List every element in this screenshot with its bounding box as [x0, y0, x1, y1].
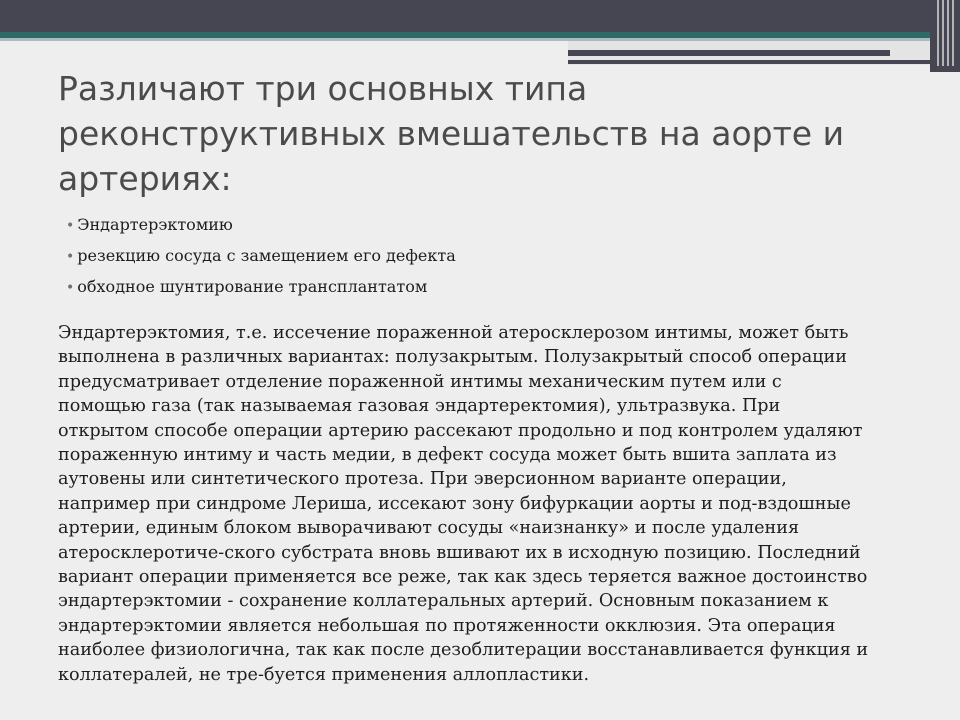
paragraph-line: эндартерэктомии - сохранение коллатеральных артерий. Основным показанием к	[58, 591, 829, 612]
decorative-stripe-lower	[568, 60, 940, 64]
title-line: Различают три основных типа	[58, 69, 588, 108]
paragraph-line: Эндартерэктомия, т.е. иссечение пораженной атеросклерозом интимы, может быть	[58, 323, 849, 343]
paragraph-line: открытом способе операции артерию рассекают продольно и под контролем удаляют	[58, 420, 863, 441]
bullet-label: резекцию сосуда с замещением его дефекта	[77, 246, 456, 265]
paragraph-line: эндартерэктомии является небольшая по протяженности окклюзия. Эта операция	[58, 615, 836, 636]
bullet-label: обходное шунтирование трансплантатом	[77, 277, 428, 296]
bullet-marker: •	[66, 249, 75, 265]
paragraph-line: атеросклеротиче-ского субстрата вновь вшивают их в исходную позицию. Последний	[58, 542, 861, 563]
slide-title	[58, 66, 918, 201]
bullet-item-endarterectomy	[66, 210, 866, 241]
paragraph-line: помощью газа (так называемая газовая эндартеректомия), ультразвука. При	[58, 396, 781, 417]
paragraph-line: аутовены или синтетического протеза. При эверсионном варианте операции,	[58, 469, 787, 490]
bullet-item-resection	[66, 241, 866, 272]
title-line: артериях:	[58, 159, 232, 198]
paragraph-line: наиболее физиологична, так как после дезоблитерации восстанавливается функция и	[58, 640, 869, 661]
paragraph-line: выполнена в различных вариантах: полузакрытым. Полузакрытый способ операции	[58, 347, 847, 368]
corner-lines-decoration	[930, 0, 960, 72]
paragraph-line: предусматривает отделение пораженной интимы механическим путем или с	[58, 371, 782, 392]
paragraph-line: например при синдроме Лериша, иссекают зону бифуркации аорты и под-вздошные	[58, 493, 851, 514]
bullet-list	[66, 210, 866, 303]
decorative-stripe-upper	[568, 50, 890, 56]
paragraph-line: коллатералей, не тре-буется применения аллопластики.	[58, 664, 590, 685]
bullet-marker: •	[66, 218, 75, 234]
paragraph-line: артерии, единым блоком выворачивают сосуды «наизнанку» и после удаления	[58, 518, 800, 539]
top-banner	[0, 0, 960, 32]
paragraph-line: пораженную интиму и часть медии, в дефект сосуда может быть вшита заплата из	[58, 445, 837, 466]
paragraph-line: вариант операции применяется все реже, так как здесь теряется важное достоинство	[58, 567, 868, 588]
bullet-marker: •	[66, 280, 75, 296]
body-paragraph	[58, 321, 918, 687]
bullet-label: Эндартерэктомию	[77, 215, 233, 234]
bullet-item-bypass	[66, 272, 866, 303]
title-line: реконструктивных вмешательств на аорте и	[58, 114, 845, 153]
